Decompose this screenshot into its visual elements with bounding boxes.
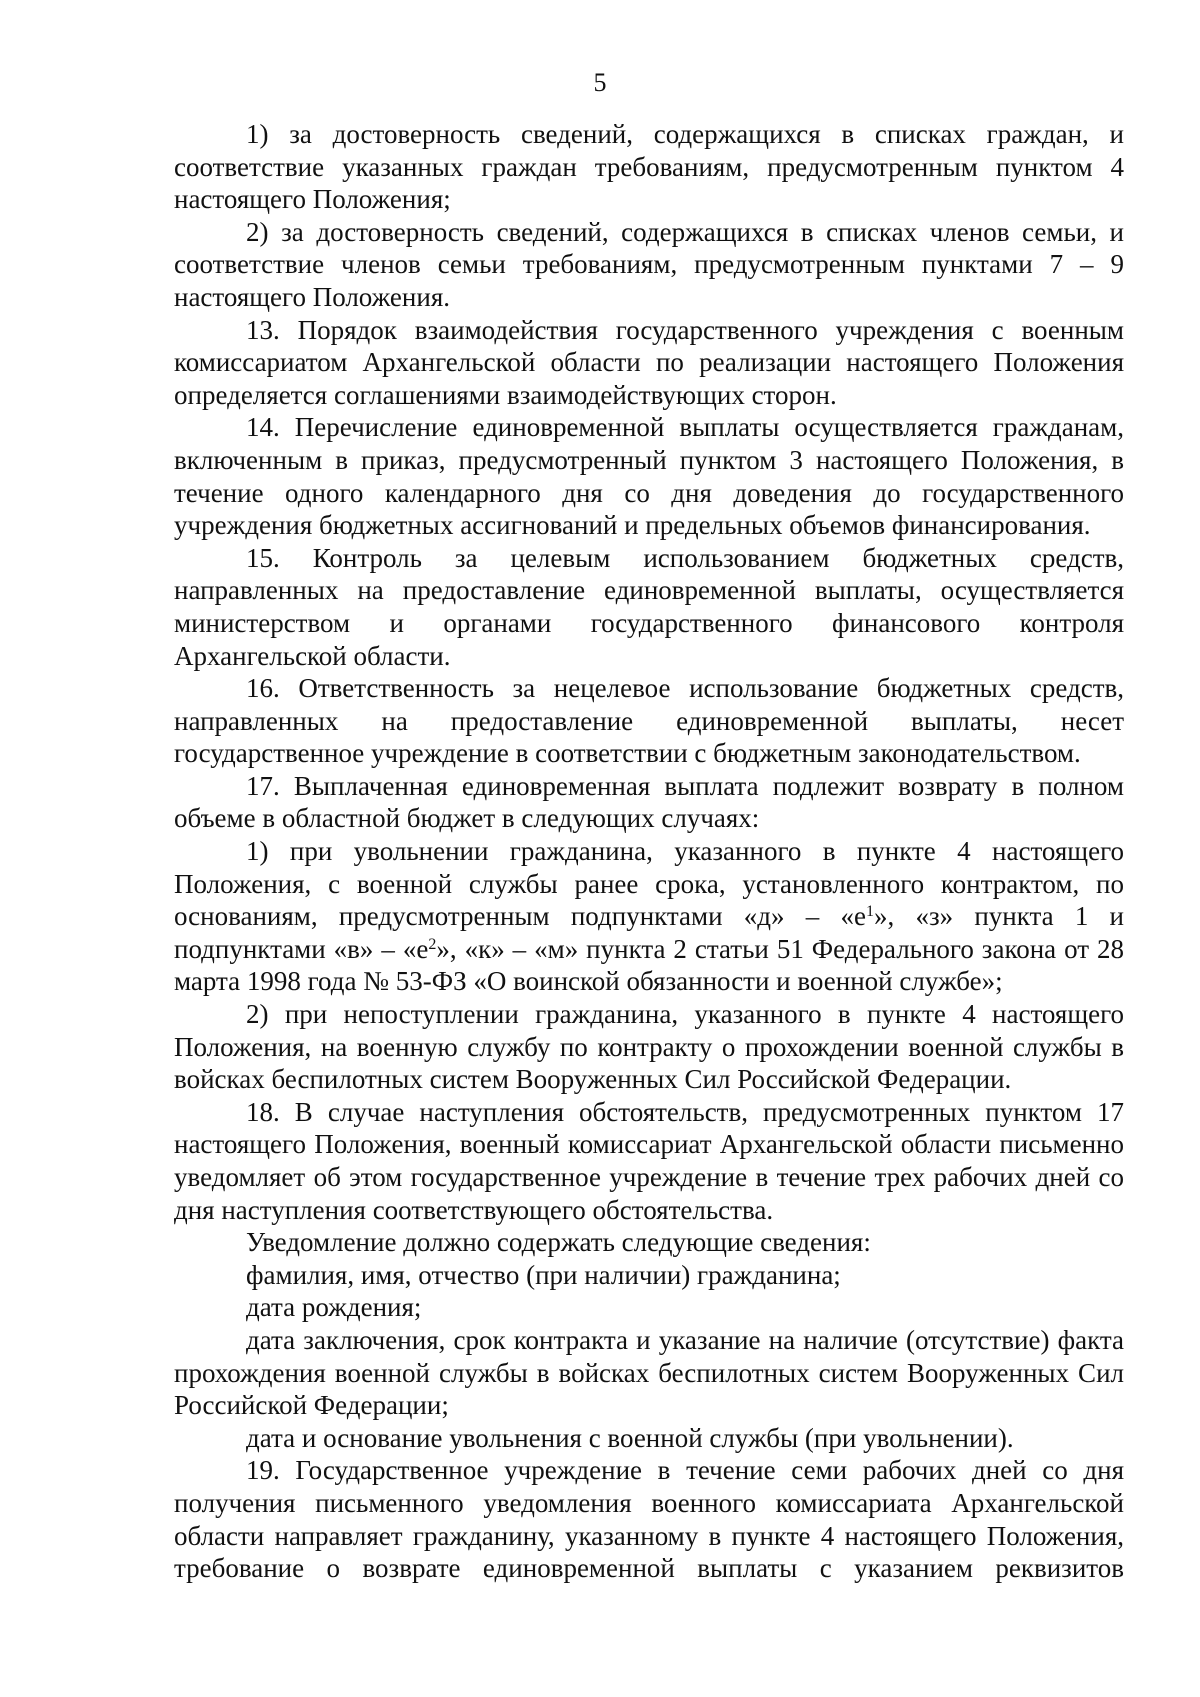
document-body (174, 118, 1124, 1585)
paragraph-12-item-1: 1) за достоверность сведений, содержащихся в списках граждан, и соответствие указанных граждан требованиям, предусмотренным пунктом 4 настоящего Положения; (174, 119, 1124, 215)
paragraph-17-item-1-text-b: », «з» пункта 1 и подпунктами «в» – «е (174, 901, 1125, 964)
page-number: 5 (593, 68, 607, 97)
paragraph-19: 19. Государственное учреждение в течение семи рабочих дней со дня получения письменного уведомления военного комиссариата Архангельской области направляет гражданину, указанному в пункте 4 настоящего Положения, требование о возврате единовременной выплаты с указанием реквизитов (174, 1455, 1124, 1584)
notification-item-contract: дата заключения, срок контракта и указание на наличие (отсутствие) факта прохождения военной службы в войсках беспилотных систем Вооруженных Сил Российской Федерации; (174, 1324, 1124, 1421)
paragraph-18: 18. В случае наступления обстоятельств, предусмотренных пунктом 17 настоящего Положения, военный комиссариат Архангельской области письменно уведомляет об этом государственное учреждение в течение трех рабочих дней со дня наступления соответствующего обстоятельства. (174, 1096, 1124, 1225)
paragraph-13: 13. Порядок взаимодействия государственного учреждения с военным комиссариатом Архангельской области по реализации настоящего Положения определяется соглашениями взаимодействующих сторон. (174, 314, 1124, 410)
paragraph-17-item-2: 2) при непоступлении гражданина, указанного в пункте 4 настоящего Положения, на военную службу по контракту о прохождении военной службы в войсках беспилотных систем Вооруженных Сил Российской Федерации. (174, 999, 1124, 1095)
paragraph-15: 15. Контроль за целевым использованием бюджетных средств, направленных на предоставление единовременной выплаты, осуществляется министерством и органами государственного финансового контроля Архангельской области. (174, 542, 1124, 671)
notification-item-name: фамилия, имя, отчество (при наличии) гражданина; (246, 1259, 841, 1290)
superscript-2: 2 (428, 935, 437, 953)
notification-item-dismissal: дата и основание увольнения с военной службы (при увольнении). (246, 1422, 1014, 1453)
paragraph-14: 14. Перечисление единовременной выплаты осуществляется гражданам, включенным в приказ, предусмотренный пунктом 3 настоящего Положения, в течение одного календарного дня со дня доведения до государственного учреждения бюджетных ассигнований и предельных объемов финансирования. (174, 412, 1124, 541)
paragraph-17-item-1-text-c: », «к» – «м» пункта 2 статьи 51 Федерального закона от 28 марта 1998 года № 53-ФЗ «О воинской обязанности и военной службе»; (174, 933, 1125, 997)
notification-item-birthdate: дата рождения; (246, 1292, 422, 1323)
paragraph-17-item-1-text-a: 1) при увольнении гражданина, указанного в пункте 4 настоящего Положения, с военной службы ранее срока, установленного контрактом, по основаниям, предусмотренным подпунктами «д» – «е (174, 836, 1124, 932)
notification-intro: Уведомление должно содержать следующие сведения: (246, 1227, 871, 1258)
paragraph-16: 16. Ответственность за нецелевое использование бюджетных средств, направленных на предоставление единовременной выплаты, несет государственное учреждение в соответствии с бюджетным законодательством. (174, 673, 1124, 769)
superscript-1: 1 (865, 903, 874, 921)
paragraph-17: 17. Выплаченная единовременная выплата подлежит возврату в полном объеме в областной бюджет в следующих случаях: (174, 770, 1124, 834)
paragraph-12-item-2: 2) за достоверность сведений, содержащихся в списках членов семьи, и соответствие членов семьи требованиям, предусмотренным пунктами 7 – 9 настоящего Положения. (174, 216, 1124, 312)
paragraph-17-item-1 (174, 835, 1124, 998)
